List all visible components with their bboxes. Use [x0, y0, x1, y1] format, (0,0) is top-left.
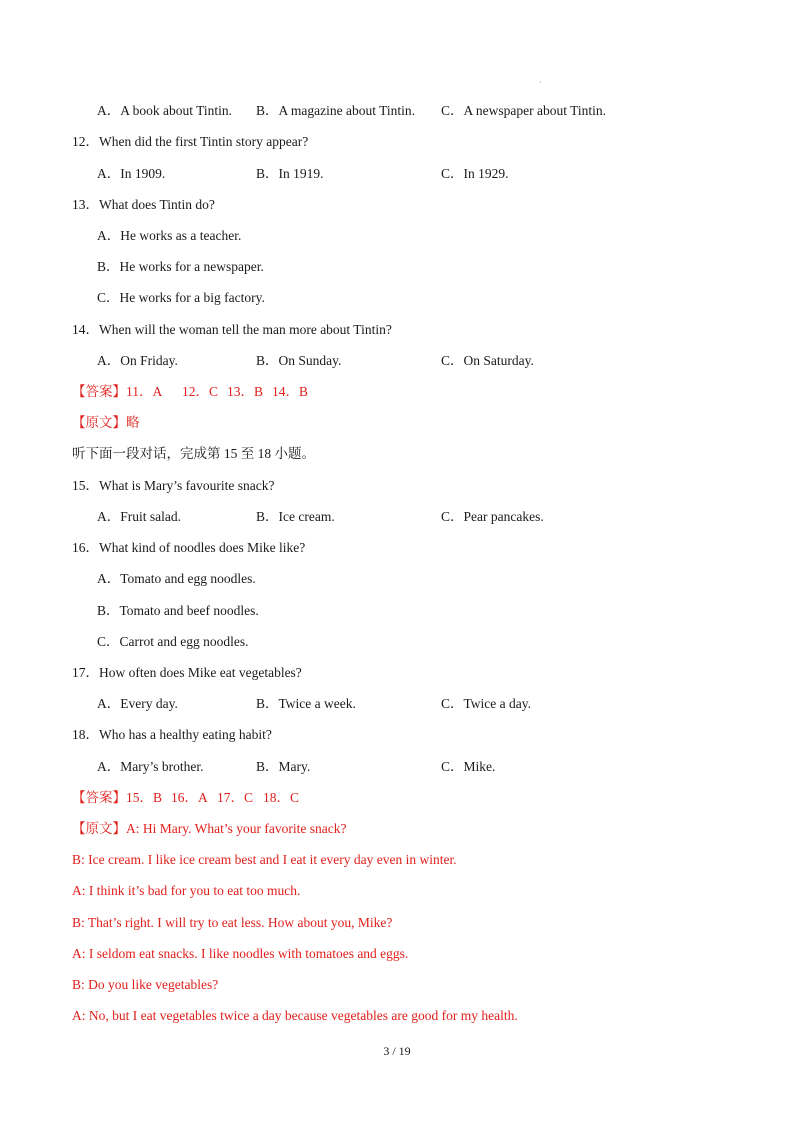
transcript-line: B: Ice cream. I like ice cream best and I eat it every day even in winter. — [72, 852, 457, 867]
question-17: 17．How often does Mike eat vegetables? — [72, 665, 302, 680]
q18-option-c: C．Mike. — [441, 759, 496, 774]
answer-block-2 — [72, 789, 299, 807]
q14-option-b: B．On Sunday. — [256, 353, 342, 368]
q14-option-c: C．On Saturday. — [441, 353, 534, 368]
q11-option-c: C．A newspaper about Tintin. — [441, 103, 607, 118]
q12-option-c: C．In 1929. — [441, 166, 509, 181]
question-15: 15．What is Mary’s favourite snack? — [72, 478, 275, 493]
transcript-line: A: No, but I eat vegetables twice a day because vegetables are good for my health. — [72, 1008, 518, 1023]
answer-17: 17．C — [217, 790, 254, 805]
q13-option-b: B．He works for a newspaper. — [97, 259, 264, 274]
q16-option-b: B．Tomato and beef noodles. — [97, 603, 259, 618]
transcript-line: B: Do you like vegetables? — [72, 977, 219, 992]
transcript-line: A: I seldom eat snacks. I like noodles with tomatoes and eggs. — [72, 946, 409, 961]
section-instruction: 听下面一段对话，完成第 15 至 18 小题。 — [72, 446, 315, 461]
answer-14: 14．B — [272, 384, 309, 399]
answer-11: 11．A — [126, 384, 163, 399]
answer-13: 13．B — [227, 384, 264, 399]
q18-option-b: B．Mary. — [256, 759, 311, 774]
q14-option-a: A．On Friday. — [97, 353, 178, 368]
question-18: 18．Who has a healthy eating habit? — [72, 727, 272, 742]
question-16: 16．What kind of noodles does Mike like? — [72, 540, 306, 555]
q11-option-b: B．A magazine about Tintin. — [256, 103, 416, 118]
q12-option-a: A．In 1909. — [97, 166, 166, 181]
q17-option-c: C．Twice a day. — [441, 696, 532, 711]
answer-18: 18．C — [263, 790, 300, 805]
q15-option-c: C．Pear pancakes. — [441, 509, 544, 524]
header-dot: · — [539, 78, 542, 87]
answer-label: 【答案】 — [72, 384, 126, 399]
answer-16: 16．A — [171, 790, 208, 805]
original-block-2 — [72, 820, 346, 838]
q12-option-b: B．In 1919. — [256, 166, 324, 181]
page-number: 3 / 19 — [383, 1044, 411, 1058]
answer-label: 【答案】 — [72, 790, 126, 805]
original-text: 略 — [126, 415, 140, 430]
q17-option-a: A．Every day. — [97, 696, 178, 711]
q13-option-c: C．He works for a big factory. — [97, 290, 265, 305]
original-label: 【原文】 — [72, 415, 126, 430]
q17-option-b: B．Twice a week. — [256, 696, 356, 711]
answer-block-1 — [72, 383, 308, 401]
q16-option-c: C．Carrot and egg noodles. — [97, 634, 249, 649]
original-label: 【原文】 — [72, 821, 126, 836]
q11-option-a: A．A book about Tintin. — [97, 103, 233, 118]
question-13: 13．What does Tintin do? — [72, 197, 215, 212]
q15-option-a: A．Fruit salad. — [97, 509, 181, 524]
answer-12: 12．C — [182, 384, 219, 399]
question-12: 12．When did the first Tintin story appear? — [72, 134, 309, 149]
transcript-line: A: Hi Mary. What’s your favorite snack? — [126, 821, 347, 836]
question-14: 14．When will the woman tell the man more about Tintin? — [72, 322, 392, 337]
answer-15: 15．B — [126, 790, 163, 805]
q16-option-a: A．Tomato and egg noodles. — [97, 571, 256, 586]
q13-option-a: A．He works as a teacher. — [97, 228, 242, 243]
transcript-line: B: That’s right. I will try to eat less. How about you, Mike? — [72, 915, 393, 930]
original-block-1 — [72, 414, 140, 432]
q15-option-b: B．Ice cream. — [256, 509, 335, 524]
q18-option-a: A．Mary’s brother. — [97, 759, 204, 774]
transcript-line: A: I think it’s bad for you to eat too much. — [72, 883, 301, 898]
